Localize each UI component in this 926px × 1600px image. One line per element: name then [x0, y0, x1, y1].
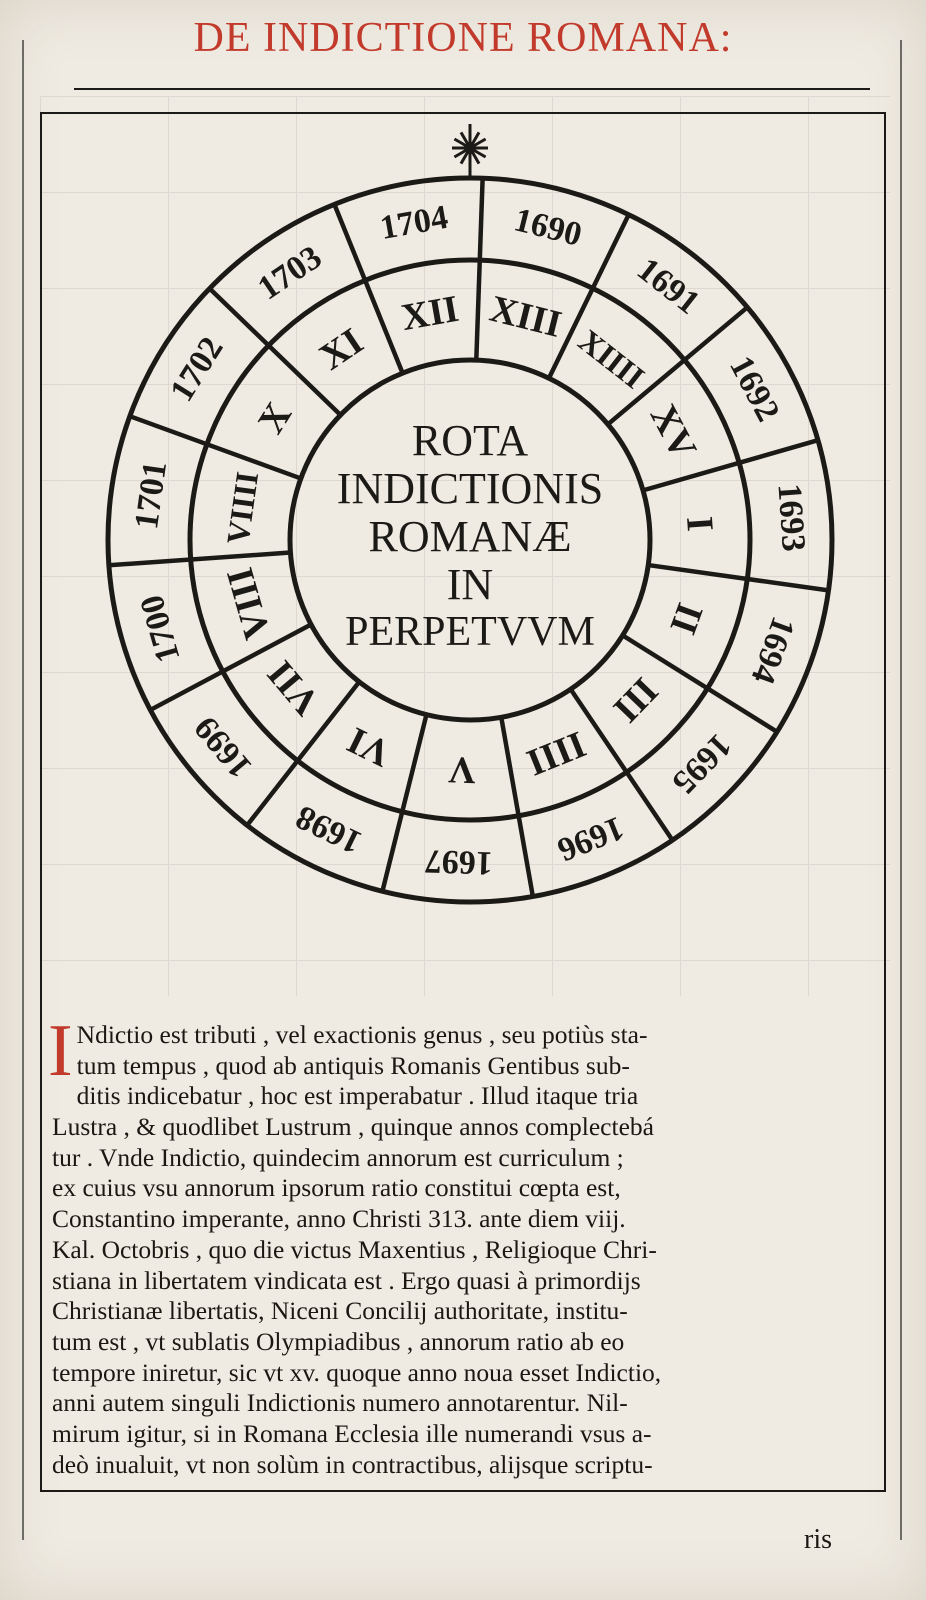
- year-label: 1701: [128, 458, 175, 532]
- indiction-label: XIIII: [571, 322, 652, 396]
- year-label: 1690: [510, 201, 586, 254]
- year-label: 1691: [630, 250, 707, 322]
- wheel-center-text: [337, 416, 603, 655]
- wheel-spoke: [648, 565, 828, 590]
- indiction-label: XI: [312, 320, 371, 379]
- year-label: 1697: [424, 842, 494, 882]
- indiction-label: XV: [641, 397, 705, 467]
- year-label: 1700: [133, 590, 188, 667]
- year-label: 1703: [251, 238, 329, 308]
- year-label: 1692: [722, 350, 787, 428]
- drop-cap: I: [48, 1010, 73, 1092]
- center-line-4: IN: [446, 560, 494, 609]
- text-line: tum tempus , quod ab antiquis Romanis Gentibus sub-: [76, 1050, 630, 1080]
- text-line: Ndictio est tributi , vel exactionis genus , seu potiùs sta-: [76, 1020, 648, 1049]
- text-line: anni autem singuli Indictionis numero annotarentur. Nil-: [52, 1388, 628, 1418]
- text-line: Lustra , & quodlibet Lustrum , quinque annos complectebá: [52, 1112, 654, 1142]
- year-label: 1699: [187, 709, 260, 785]
- indiction-label: VI: [340, 718, 398, 775]
- center-line-5: PERPETVVM: [345, 609, 595, 655]
- indiction-label: X: [249, 395, 301, 441]
- year-label: 1698: [290, 797, 368, 861]
- year-label: 1696: [552, 808, 630, 869]
- indiction-label: V: [447, 748, 477, 792]
- text-line: ditis indicebatur , hoc est imperabatur . Illud itaque tria: [76, 1081, 639, 1111]
- page-title: DE INDICTIONE ROMANA:: [193, 15, 733, 61]
- text-line: mirum igitur, si in Romana Ecclesia ille numerandi vsus a-: [52, 1418, 652, 1448]
- text-line: Christianæ libertatis, Niceni Concilij authoritate, institu-: [52, 1296, 628, 1326]
- indiction-label: XIII: [485, 287, 566, 346]
- indiction-label: XII: [398, 287, 462, 340]
- year-label: 1704: [377, 198, 451, 248]
- wheel-spoke: [109, 553, 291, 566]
- year-label: 1702: [163, 330, 231, 409]
- year-label: 1694: [743, 611, 802, 689]
- catchword: ris: [804, 1524, 832, 1555]
- center-line-2: INDICTIONIS: [336, 464, 604, 513]
- border-bottom: [40, 1490, 886, 1492]
- year-label: 1695: [664, 726, 739, 801]
- indiction-label: II: [661, 597, 711, 640]
- text-line: tum est , vt sublatis Olympiadibus , annorum ratio ab eo: [52, 1326, 625, 1356]
- text-line: tempore iniretur, sic vt xv. quoque anno noua esset Indictio,: [52, 1357, 662, 1387]
- indiction-label: III: [604, 669, 666, 731]
- body-text: [48, 1010, 890, 1480]
- indiction-label: VIII: [218, 563, 279, 644]
- text-line: ex cuius vsu annorum ipsorum ratio constitui cœpta est,: [52, 1173, 621, 1203]
- text-line: stiana in libertatem vindicata est . Ergo quasi à primordijs: [52, 1265, 641, 1295]
- star-ornament-icon: [452, 130, 488, 166]
- wheel-spoke: [476, 178, 482, 360]
- indiction-label: IIII: [520, 722, 592, 784]
- year-label: 1693: [770, 482, 813, 553]
- center-line-3: ROMANÆ: [368, 512, 572, 561]
- text-line: Kal. Octobris , quo die victus Maxentius , Religioque Chri-: [52, 1234, 657, 1264]
- center-line-1: ROTA: [411, 416, 529, 465]
- indiction-label: VIIII: [219, 469, 266, 547]
- indiction-label: VII: [259, 652, 329, 724]
- text-line: tur . Vnde Indictio, quindecim annorum est curriculum ;: [52, 1142, 624, 1172]
- indiction-label: I: [677, 515, 721, 533]
- text-line: Constantino imperante, anno Christi 313. ante diem viij.: [52, 1204, 626, 1234]
- text-line: deò inualuit, vt non solùm in contractibus, alijsque scriptu-: [52, 1449, 653, 1479]
